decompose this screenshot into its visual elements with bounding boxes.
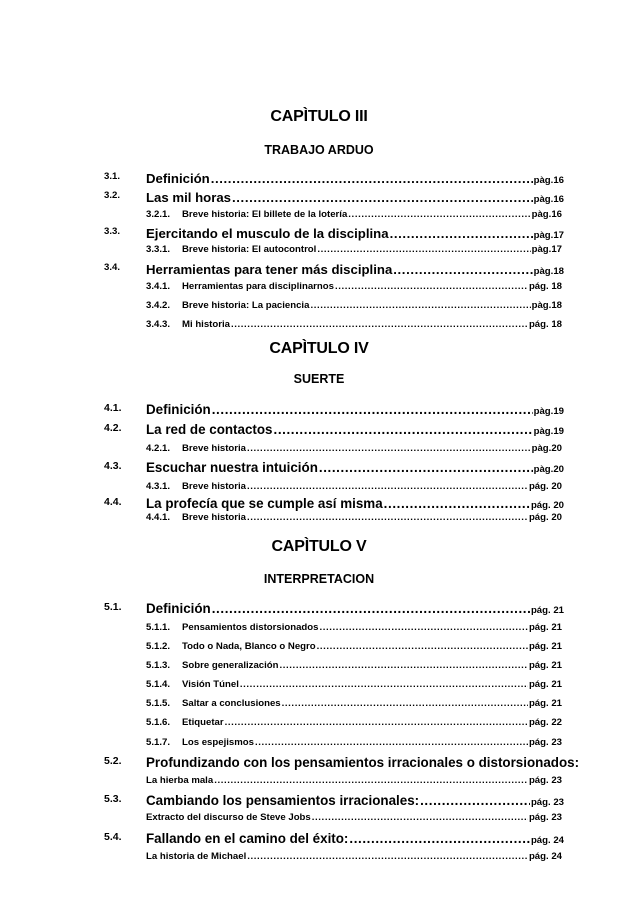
entry-number: 3.3.1.: [146, 244, 171, 255]
chapter-subtitle: SUERTE: [293, 372, 345, 386]
toc-subsection-entry[interactable]: [146, 481, 562, 495]
entry-page-number: pág. 21: [528, 622, 562, 633]
entry-title: Definición: [146, 402, 211, 417]
entry-number: 5.1.6.: [146, 717, 171, 728]
entry-title: Cambiando los pensamientos irracionales:: [146, 793, 420, 808]
entry-title: Breve historia: [182, 512, 246, 523]
dot-leader: [247, 443, 531, 454]
dot-leader: [212, 402, 533, 417]
entry-number: 3.3.: [104, 226, 121, 237]
toc-section-entry[interactable]: [104, 262, 564, 280]
entry-number: 3.1.: [104, 171, 121, 182]
dot-leader: [247, 851, 528, 862]
entry-page-number: pág. 23: [528, 737, 562, 748]
toc-subsection-entry[interactable]: [146, 512, 562, 526]
entry-title: Mi historia: [182, 319, 230, 330]
entry-number: 5.1.2.: [146, 641, 171, 652]
entry-number: 3.2.: [104, 190, 121, 201]
chapter-subtitle: TRABAJO ARDUO: [264, 143, 374, 157]
toc-section-entry[interactable]: [104, 793, 564, 811]
entry-number: 5.3.: [104, 793, 122, 805]
entry-line: [146, 190, 564, 205]
dot-leader: [247, 512, 528, 523]
entry-line: [146, 831, 564, 846]
toc-subsection-entry[interactable]: [146, 244, 562, 258]
entry-page-number: pàg.17: [533, 230, 564, 241]
toc-section-entry[interactable]: [104, 422, 564, 440]
entry-page-number: pàg.18: [531, 300, 562, 311]
entry-line: [146, 812, 562, 823]
dot-leader: [240, 679, 528, 690]
entry-line: [146, 601, 564, 616]
entry-title: Escuchar nuestra intuición: [146, 460, 318, 475]
entry-page-number: pág. 24: [528, 851, 562, 862]
entry-line: [146, 402, 564, 417]
toc-subsection-entry[interactable]: [146, 737, 562, 751]
toc-subsection-entry[interactable]: [146, 679, 562, 693]
entry-title: Saltar a conclusiones: [182, 698, 281, 709]
entry-number: 5.1.5.: [146, 698, 171, 709]
entry-page-number: pág. 23: [528, 812, 562, 823]
toc-subsection-entry[interactable]: [146, 319, 562, 333]
entry-page-number: pág. 24: [530, 835, 564, 846]
toc-subsection-entry[interactable]: [146, 812, 562, 826]
entry-page-number: pàg.20: [533, 464, 564, 475]
dot-leader: [211, 171, 533, 186]
dot-leader: [214, 775, 528, 786]
entry-page-number: pàg.17: [531, 244, 562, 255]
entry-line: [146, 171, 564, 186]
toc-section-entry[interactable]: [104, 460, 564, 478]
dot-leader: [225, 717, 528, 728]
entry-page-number: pàg.18: [533, 266, 564, 277]
entry-title: Breve historia: El billete de la lotería: [182, 209, 348, 220]
dot-leader: [310, 300, 530, 311]
entry-page-number: pág. 23: [530, 797, 564, 808]
entry-line: [182, 641, 562, 652]
dot-leader: [212, 601, 530, 616]
entry-page-number: pág. 20: [530, 500, 564, 511]
entry-line: [146, 422, 564, 437]
entry-page-number: pág. 21: [528, 641, 562, 652]
chapter-title: CAPÌTULO V: [271, 538, 367, 555]
dot-leader: [317, 641, 528, 652]
toc-subsection-entry[interactable]: [146, 622, 562, 636]
dot-leader: [393, 262, 532, 277]
toc-subsection-entry[interactable]: [146, 443, 562, 457]
entry-page-number: pàg.16: [531, 209, 562, 220]
dot-leader: [280, 660, 528, 671]
entry-title: Extracto del discurso de Steve Jobs: [146, 812, 311, 823]
entry-title: Las mil horas: [146, 190, 232, 205]
entry-page-number: pág. 21: [528, 660, 562, 671]
entry-title: Definición: [146, 601, 211, 616]
entry-title: Breve historia: [182, 443, 246, 454]
entry-line: [182, 698, 562, 709]
entry-line: [146, 775, 562, 786]
chapter-title: CAPÌTULO III: [270, 108, 368, 125]
toc-section-entry[interactable]: [104, 190, 564, 208]
dot-leader: [319, 622, 527, 633]
dot-leader: [420, 793, 530, 808]
entry-number: 5.1.: [104, 601, 122, 613]
entry-page-number: pàg.19: [533, 426, 564, 437]
entry-title: Todo o Nada, Blanco o Negro: [182, 641, 316, 652]
entry-line: [146, 226, 564, 241]
entry-line: [182, 443, 562, 454]
entry-page-number: pàg.20: [531, 443, 562, 454]
entry-number: 3.4.: [104, 262, 121, 273]
dot-leader: [348, 209, 530, 220]
dot-leader: [312, 812, 528, 823]
entry-title: Fallando en el camino del éxito:: [146, 831, 349, 846]
entry-line: [182, 481, 562, 492]
entry-title: Definición: [146, 171, 210, 186]
entry-title: Pensamientos distorsionados: [182, 622, 319, 633]
toc-subsection-entry[interactable]: [146, 775, 562, 789]
toc-subsection-entry[interactable]: [146, 698, 562, 712]
toc-section-entry[interactable]: [104, 755, 580, 773]
entry-page-number: pág. 21: [528, 698, 562, 709]
entry-page-number: pág. 22: [528, 717, 562, 728]
entry-title: La profecía que se cumple así misma: [146, 496, 383, 511]
dot-leader: [390, 226, 533, 241]
entry-number: 4.4.: [104, 496, 122, 508]
toc-section-entry[interactable]: [104, 226, 564, 244]
entry-line: [182, 737, 562, 748]
entry-number: 3.4.3.: [146, 319, 171, 330]
entry-line: [182, 300, 562, 311]
entry-title: Herramientas para disciplinarnos: [182, 281, 334, 292]
entry-number: 3.4.1.: [146, 281, 171, 292]
dot-leader: [232, 190, 533, 205]
dot-leader: [274, 422, 533, 437]
toc-subsection-entry[interactable]: [146, 281, 562, 295]
toc-section-entry[interactable]: [104, 601, 564, 619]
entry-line: [146, 851, 562, 862]
dot-leader: [349, 831, 530, 846]
toc-subsection-entry[interactable]: [146, 851, 562, 865]
entry-title: Los espejismos: [182, 737, 254, 748]
chapter-title: CAPÌTULO IV: [269, 340, 369, 357]
entry-line: [182, 209, 562, 220]
entry-title: La historia de Michael: [146, 851, 247, 862]
entry-page-number: pág. 21: [528, 679, 562, 690]
entry-number: 5.1.4.: [146, 679, 171, 690]
entry-line: [146, 460, 564, 475]
toc-subsection-entry[interactable]: [146, 717, 562, 731]
entry-number: 4.2.: [104, 422, 122, 434]
toc-subsection-entry[interactable]: [146, 300, 562, 314]
entry-line: [182, 319, 562, 330]
entry-title: Breve historia: [182, 481, 246, 492]
toc-subsection-entry[interactable]: [146, 660, 562, 674]
entry-page-number: pág. 20: [528, 481, 562, 492]
entry-page-number: pág. 20: [528, 512, 562, 523]
entry-title: La red de contactos: [146, 422, 273, 437]
dot-leader: [231, 319, 528, 330]
entry-line: [182, 512, 562, 523]
entry-page-number: pág. 21: [530, 605, 564, 616]
entry-title: Ejercitando el musculo de la disciplina: [146, 226, 389, 241]
entry-line: [182, 622, 562, 633]
entry-title: Visión Túnel: [182, 679, 239, 690]
entry-title: Etiquetar: [182, 717, 224, 728]
entry-title: Profundizando con los pensamientos irracionales o distorsionados:: [146, 755, 580, 770]
toc-subsection-entry[interactable]: [146, 641, 562, 655]
entry-number: 4.2.1.: [146, 443, 171, 454]
entry-number: 5.1.3.: [146, 660, 171, 671]
toc-section-entry[interactable]: [104, 831, 564, 849]
entry-page-number: pág. 23: [528, 775, 562, 786]
entry-page-number: pàg.16: [533, 194, 564, 205]
entry-number: 3.2.1.: [146, 209, 171, 220]
dot-leader: [384, 496, 530, 511]
entry-title: La hierba mala: [146, 775, 214, 786]
entry-line: [182, 244, 562, 255]
entry-number: 4.1.: [104, 402, 122, 414]
dot-leader: [319, 460, 533, 475]
dot-leader: [335, 281, 528, 292]
toc-section-entry[interactable]: [104, 402, 564, 420]
dot-leader: [247, 481, 528, 492]
chapter-subtitle: INTERPRETACION: [263, 572, 375, 586]
entry-page-number: pág. 18: [528, 319, 562, 330]
entry-page-number: pàg.16: [533, 175, 564, 186]
toc-subsection-entry[interactable]: [146, 209, 562, 223]
entry-number: 5.4.: [104, 831, 122, 843]
toc-section-entry[interactable]: [104, 171, 564, 189]
entry-line: [182, 717, 562, 728]
entry-number: 3.4.2.: [146, 300, 171, 311]
entry-number: 4.3.: [104, 460, 122, 472]
entry-number: 4.4.1.: [146, 512, 171, 523]
entry-line: [146, 793, 564, 808]
dot-leader: [317, 244, 530, 255]
entry-number: 4.3.1.: [146, 481, 171, 492]
entry-line: [146, 262, 564, 277]
entry-number: 5.1.7.: [146, 737, 171, 748]
entry-line: [182, 679, 562, 690]
entry-page-number: pàg.19: [533, 406, 564, 417]
entry-line: [146, 496, 564, 511]
dot-leader: [255, 737, 528, 748]
entry-line: [182, 281, 562, 292]
entry-page-number: pág. 18: [528, 281, 562, 292]
dot-leader: [282, 698, 528, 709]
entry-line: [182, 660, 562, 671]
entry-title: Breve historia: La paciencia: [182, 300, 310, 311]
entry-title: Breve historia: El autocontrol: [182, 244, 317, 255]
entry-title: Sobre generalización: [182, 660, 279, 671]
entry-line: [146, 755, 580, 770]
entry-title: Herramientas para tener más disciplina: [146, 262, 393, 277]
entry-number: 5.1.1.: [146, 622, 171, 633]
entry-number: 5.2.: [104, 755, 122, 767]
